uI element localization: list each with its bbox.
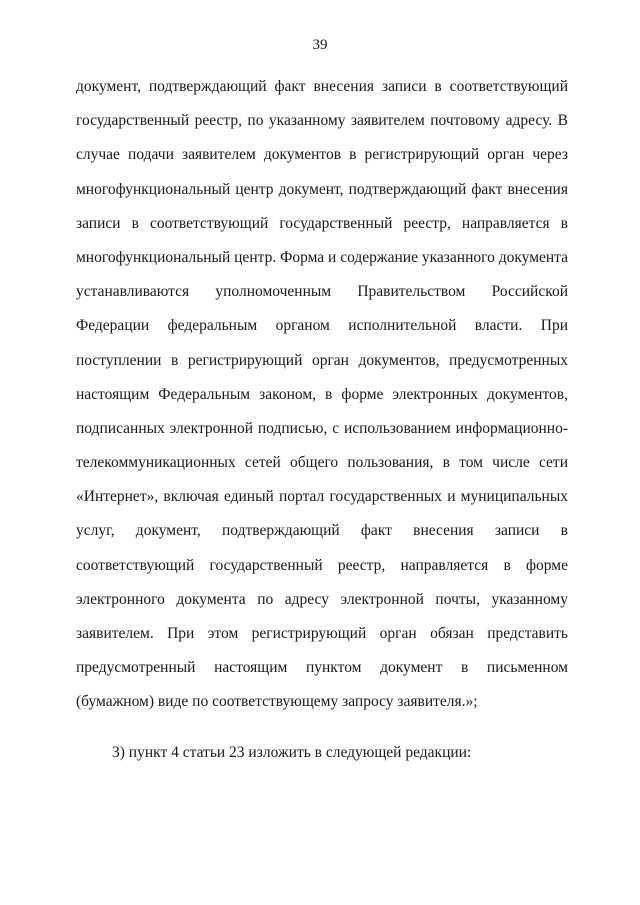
text-line: телекоммуникационных сетей общего пользования, в том числе сети xyxy=(76,454,568,472)
page-number: 39 xyxy=(312,37,328,53)
text-line: Федерации федеральным органом исполнительной власти. При xyxy=(76,317,568,335)
text-line: многофункциональный центр. Форма и содержание указанного документа xyxy=(76,248,568,266)
paragraph-item-3: 3) пункт 4 статьи 23 изложить в следующей редакции: xyxy=(112,744,472,761)
text-line: настоящим Федеральным законом, в форме электронных документов, xyxy=(76,385,568,403)
text-line: соответствующий государственный реестр, направляется в форме xyxy=(76,556,568,574)
text-line: документ, подтверждающий факт внесения записи в соответствующий xyxy=(76,78,568,95)
text-line: заявителем. При этом регистрирующий орган обязан представить xyxy=(76,625,568,642)
text-line-last: (бумажном) виде по соответствующему запросу заявителя.»; xyxy=(76,693,478,711)
paragraph-amendment-text xyxy=(76,70,568,720)
text-line: электронного документа по адресу электронной почты, указанному xyxy=(76,590,568,608)
text-line: записи в соответствующий государственный реестр, направляется в xyxy=(76,214,568,232)
text-line: государственный реестр, по указанному заявителем почтовому адресу. В xyxy=(76,112,568,130)
text-line: подписанных электронной подписью, с использованием информационно- xyxy=(76,419,568,437)
text-line: устанавливаются уполномоченным Правительством Российской xyxy=(76,283,568,301)
text-line: «Интернет», включая единый портал государственных и муниципальных xyxy=(76,488,568,506)
text-line: поступлении в регистрирующий орган документов, предусмотренных xyxy=(76,351,568,369)
text-line: предусмотренный настоящим пунктом документ в письменном xyxy=(76,659,568,677)
text-line: случае подачи заявителем документов в регистрирующий орган через xyxy=(76,146,568,164)
text-line: услуг, документ, подтверждающий факт внесения записи в xyxy=(76,522,568,540)
text-line: многофункциональный центр документ, подтверждающий факт внесения xyxy=(76,180,568,198)
